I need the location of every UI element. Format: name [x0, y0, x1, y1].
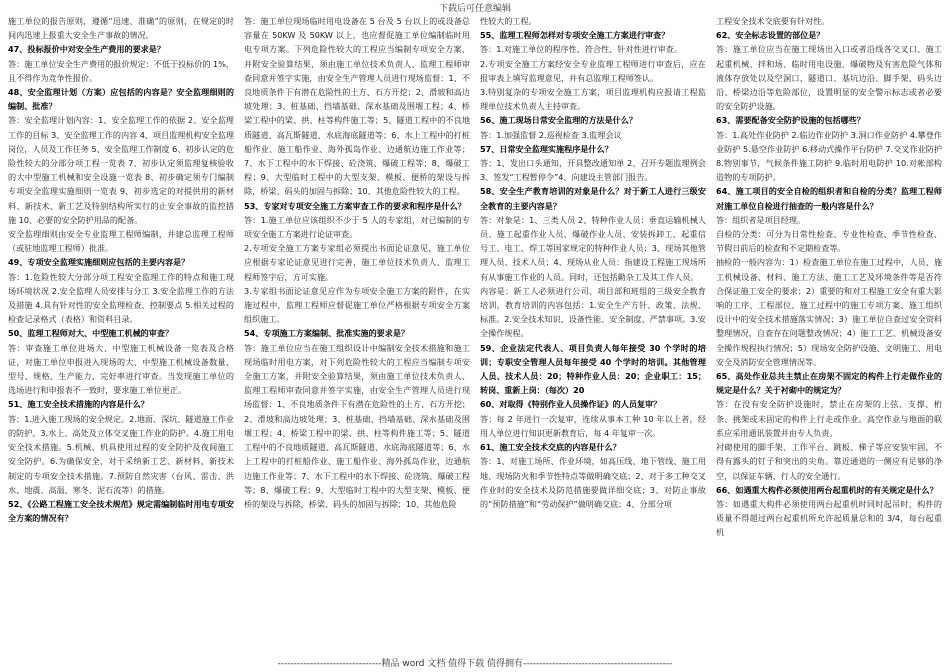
answer-paragraph: 答：施工单位现场临时用电设备在 5 台及 5 台以上的或设备总容量在 50KW 及 50KW 以上，也应督促施工单位编制临时用电专项方案。下列危险性较大的工程应当编制专项安全方案，并附安全验算结果，须由施工单位技术负责人、监理工程师审查同意并签字实施，由安全生产管理人员进行现场监督：1、不良地质条件下有潜在危险性的土方、石方开挖；2、滑坡和高边坡处理；3、桩基础、挡墙基础、深水基础及围堰工程；4、桥梁工程中的梁、拱、柱等构件施工等；5、隧道工程中的不良地质隧道、高瓦斯隧道、水底海底隧道等；6、水上工程中的打桩船作业、施工船作业、海外孤岛作业、边通航边施工作业等；7、水下工程中的水下焊接、砼浇筑、爆破工程等；8、爆破工程；9、大型临时工程中的大型支架、模板、便桥的架设与拆除，桥梁、码头的加固与拆除；10、其他危险性较大的工程。 [244, 16, 470, 197]
question-heading: 58、安全生产教育培训的对象是什么？对于新工人进行三级安全教育的主要内容是？ [480, 186, 706, 211]
answer-paragraph: 答：1、发出口头通知，开具整改通知单 2、召开专题监理例会 3、签发“工程暂停令”4、向建设主管部门报告。 [480, 158, 706, 183]
question-heading: 57、日常安全监理实施程序是什么？ [480, 143, 613, 154]
answer-paragraph: 自检的分类：可分为日常性检查、专业性检查、季节性检查、节假日前后的检查和不定期检查等。 [716, 229, 942, 254]
column-3 [480, 14, 706, 646]
answer-paragraph: 性较大的工程。 [480, 16, 537, 26]
question-heading: 48、安全监理计划（方案）应包括的内容是？安全监理细则的编制、批准？ [8, 87, 234, 112]
column-1 [8, 14, 234, 646]
question-heading: 56、施工现场日常安全监理的方法是什么？ [480, 115, 637, 126]
answer-paragraph: 答：在没有安全防护设施时，禁止在房架的上弦、支撑、桁条、挑架或未固定的构件上行走或作业。高空作业与地面的联系应采用通讯装置并由专人负责。 [716, 399, 942, 438]
answer-paragraph: 答：如遇重大构件必须使用两台起重机时同时起吊时，构件的质量不得超过两台起重机所允许起质量总和的 3/4，每台起重机 [716, 498, 942, 538]
answer-paragraph: 安全监理细则由安全专业监理工程师编制，并建总监理工程师（或驻地监理工程师）批准。 [8, 229, 234, 254]
answer-paragraph: 2.专项安全施工方案经安全专业监理工程师进行审查后，应在报审表上填写监理意见，并有总监理工程师签认。 [480, 58, 706, 83]
page-header: 下载后可任意编辑 [438, 4, 511, 14]
answer-paragraph: 答：每 2 年进行一次复审，连续从事本工种 10 年以上者，经用人单位进行知识更新教育后，每 4 年复审一次。 [480, 413, 706, 438]
question-heading: 65、高处作业总共主禁止在房架不固定的构件上行走做作业的规定是什么？关于衬砌中的规定为？ [716, 371, 942, 396]
question-heading: 53、专家对专项安全施工方案审查工作的要求和程序是什么？ [244, 200, 466, 211]
question-heading: 52、《公路工程施工安全技术规范》规定需编制临时用电专项安全方案的情况有？ [8, 498, 234, 524]
column-4 [716, 14, 942, 646]
document-body [8, 14, 942, 646]
answer-paragraph: 答：施工单位安全生产费用的报价规定：不低于投标价的 1%，且不得作为竞争性报价。 [8, 58, 234, 83]
answer-paragraph: 答：1、对施工场所、作业环境，如高压线、地下管线、施工用地、现场防火和季节性特点等做明确交底；2、对于多工种交叉作业时的安全技术及防范措施要做详细交底；3、对防止事故的“预防措施”和“劳动保护”做明确交底；4、分部分项 [480, 456, 706, 509]
question-heading: 49、专项安全监理实施细则应包括的主要内容是？ [8, 257, 190, 268]
answer-paragraph: 答：1.施工单位应该组织不少于 5 人的专家组，对已编制的专项安全施工方案进行论证审查。 [244, 214, 470, 240]
question-heading: 66、如遇重大构件必须使用两台起重机时的有关规定是什么？ [716, 484, 938, 495]
answer-paragraph: 2.专项安全施工方案专家组必须提出书面论证意见，施工单位应根据专家论证意见进行完善，施工单位技术负责人、监理工程师签字后，方可实施。 [244, 243, 470, 282]
answer-paragraph: 内容是：新工人必须进行公司、项目部和班组的三级安全教育培训，教育培训的内容包括：1.安全生产方针、政策、法规、标准。2.安全技术知识、设备性能、安全制度、严禁事项。3.安全操作规程。 [480, 285, 706, 339]
answer-paragraph: 工程安全技术交底要有针对性。 [716, 16, 830, 26]
answer-paragraph: 施工单位的报告原则，遵循“迅速、准确”的原则，在规定的时间内迅速上报重大安全生产事故的情况。 [8, 16, 234, 41]
question-heading: 50、监理工程师对大、中型施工机械的审查？ [8, 328, 174, 339]
column-2 [244, 14, 470, 646]
question-heading: 55、监理工程师怎样对专项安全施工方案进行审查？ [480, 30, 670, 41]
answer-paragraph: 答：安全监理计划内容：1、安全监理工作的依据 2、安全监理工作的目标 3、安全监理工作的内容 4、项目监理机构安全监理岗位，人员及工作任务 5、安全监理工作制度 6、初步认定的危险性较大的分部分项工程一览表 7、初步认定须监理复核验收的大中型施工机械和安全设施一览表 8、初步确定须专门编制专项安全监理实施细则一览表 9、初步选定的对提供用的新材料、新技术、新工艺及特别结构所实行的止安全事故的监控措施 10、必要的安全防护用品的配备。 [8, 115, 234, 225]
answer-paragraph: 答：1.高处作业防护 2.临边作业防护 3.洞口作业防护 4.攀登作业防护 5.悬空作业防护 6.移动式操作平台防护 7.交叉作业防护 8.物别事节，气候条件施工防护 9.临时用电防护 10.对帐部构造物的专项防护。 [716, 129, 942, 183]
page-footer: --------------------------------精品 word 文档 值得下载 值得拥有---------------------------------------------- [277, 659, 673, 669]
answer-paragraph: 3.特别复杂的专项安全施工方案，项目监理机构应报请工程监理单位技术负责人主持审查。 [480, 87, 706, 112]
answer-paragraph: 答：1.进入施工现场的安全规定。2.地面、深坑、隧道施工作业的防护。3.水上、高处及立体交叉施工作业的防护。4.施工用电安全技术措施。5.机械、机具使用过程的安全防护及夜间施工安全防护。6.为确保安全，对于采纳新工艺、新材料、新技术制定的专项安全技术措施。7.预防自然灾害（台风、雷击、洪水、地震、高温、寒冬、泥石流等）的措施。 [8, 413, 234, 495]
answer-paragraph: 答：对象是：1、三类人员 2、特种作业人员：垂直运输机械人员、施工起重作业人员、爆破作业人员、安装拆卸工、起重信号工、电工、焊工等国家规定的特种作业人员；3、现场其他管理人员、技术人员；4、现场从业人员：指建设工程施工现场所有从事施工作业的人员。同时，还包括勤杂工及其工作人员。 [480, 214, 706, 282]
question-heading: 64、施工项目的安全自检的组织者和自检的分类？监理工程师对施工单位自检进行抽查的一般内容是什么？ [716, 186, 942, 211]
answer-paragraph: 答：1.危险性较大分部分项工程安全监理工作的特点和施工现场环境状况 2.安全监理人员安排与分工 3.安全监理工作的方法及措施 4.具有针对性的安全监理检查、控制要点 5.相关过程的检查记录格式（表格）和资料目录。 [8, 271, 234, 325]
question-heading: 63、需要配备安全防护设施的包括哪些？ [716, 115, 865, 126]
question-heading: 54、专项施工方案编制、批准实施的要求是？ [244, 328, 410, 339]
answer-paragraph: 答：组织者是项目经理。 [716, 214, 806, 225]
answer-paragraph: 答：1.加强监督 2.巡视检查 3.监理会议 [480, 129, 622, 140]
answer-paragraph: 答：施工单位应当在施工现场出入口或者沿线各交叉口、施工起重机械、拌和场、临时用电设施、爆破物及有害危险气体和液体存放处以及空洞口、隧道口、基坑边沿、脚手架、码头边沿、桥梁边沿等危险部位，设置明显的安全警示标志或者必要的安全防护设施。 [716, 44, 942, 112]
answer-paragraph: 答：审查施工单位进场大、中型施工机械设备一览表及合格证，对施工单位申报进入现场的大、中型施工机械设备数量、型号、规格、生产能力、完好率进行审查。当发现施工单位的选场进行和申报表不一致时，要求施工单位更正。 [8, 342, 234, 396]
answer-paragraph: 衬砌使用的脚手架、工作平台、跳板、梯子等应安装牢固，不得有露头的钉子和突出的尖角。靠近通道的一侧应有足够的净空，以保证车辆、行人的安全通行。 [716, 442, 942, 481]
question-heading: 47、投标报价中对安全生产费用的要求是？ [8, 44, 165, 55]
question-heading: 60、对取得《特别作业人员操作证》的人员复审？ [480, 399, 662, 410]
question-heading: 61、施工安全技术交底的内容是什么？ [480, 442, 621, 453]
answer-paragraph: 答：1.对施工单位的程序性、符合性、针对性进行审查。 [480, 44, 682, 55]
answer-paragraph: 抽检的一般内容为：1）检查施工单位在施工过程中，人员、施工机械设备、材料、施工方法、施工工艺及环境条件等是否符合保证施工安全的要求；2）重要的和对工程施工安全有重大影响的工序、工程部位、施工过程中的施工专项方案、施工组织设计中的安全技术措施落实情况；3）施工单位自查过安全资料整理情况，自查存在问题整改情况；4）施工工艺、机械设备安全操作规程执行情况；5）现场安全防护设施、文明施工、用电安全及消防安全管理情况等。 [716, 257, 942, 367]
answer-paragraph: 答：施工单位应当在施工组织设计中编制安全技术措施和施工现场临时用电方案，对下列危险性较大的工程应当编制专项安全施工方案，并附安全验算结果，须由施工单位技术负责人、监理工程师审查同意并签字实施，由安全生产管理人员进行现场监督：1、不良地质条件下有潜在危险性的土方、石方开挖；2、滑坡和高边坡处理；3、桩基础、挡墙基础、深水基础及围堰工程；4、桥梁工程中的梁、拱、柱等构件施工等；5、隧道工程中的不良地质隧道、高瓦斯隧道、水底海底隧道等；6、水上工程中的打桩船作业、施工船作业、海外孤岛作业、边通航边施工作业等；7、水下工程中的水下焊接、砼浇筑、爆破工程等；8、爆破工程；9、大型临时工程中的大型支架、模板、便桥的架设与拆除，桥梁、码头的加固与拆除；10、其他危险 [244, 342, 470, 509]
question-heading: 59、企业法定代表人、项目负责人每年接受 30 个学时的培训；专职安全管理人员每年接受 40 个学时的培训。其他管理人员、技术人员：20；特种作业人员：20；企业职工：15；转岗、重新上岗：（每次）20 [480, 342, 706, 396]
question-heading: 51、施工安全技术措施的内容是什么？ [8, 399, 149, 410]
question-heading: 62、安全标志设置的部位是？ [716, 30, 825, 41]
answer-paragraph: 3.专家组书面论证意见应作为专项安全施工方案的附件，在实施过程中，监理工程师应督促施工单位严格根据专项安全方案组织施工。 [244, 285, 470, 325]
